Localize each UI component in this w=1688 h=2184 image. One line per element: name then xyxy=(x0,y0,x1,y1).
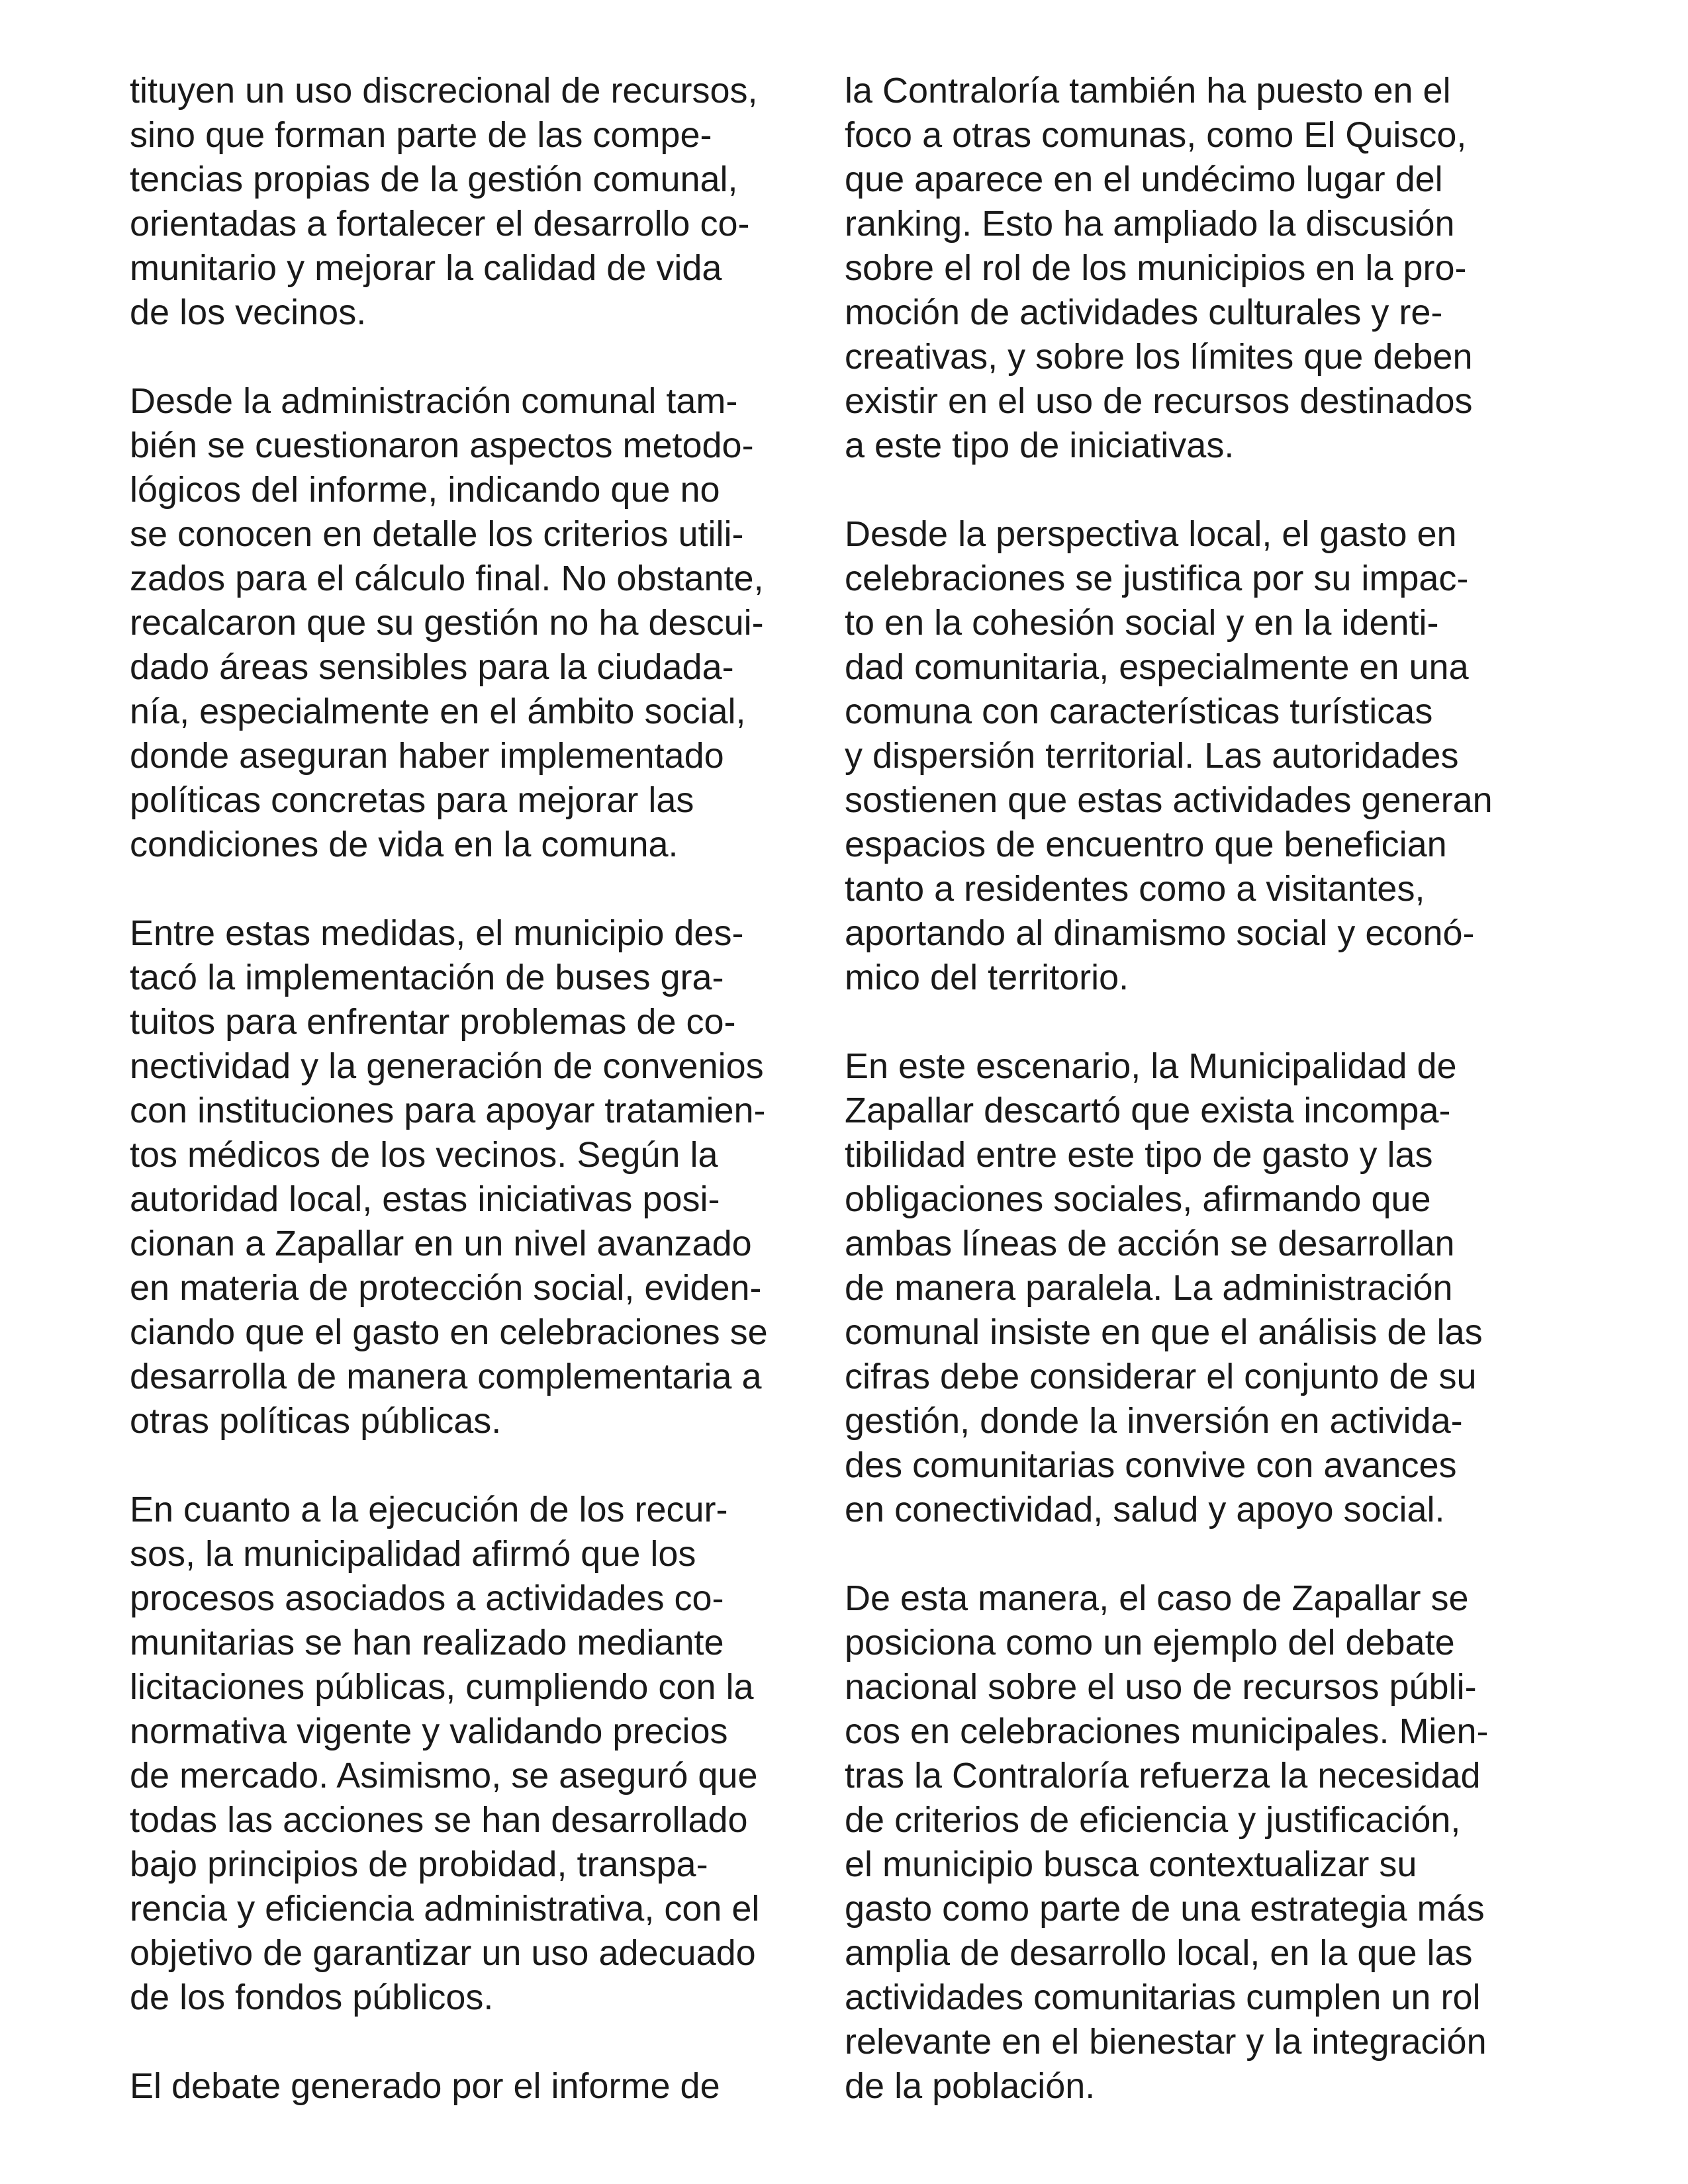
paragraph: En cuanto a la ejecución de los recur- sos, la municipalidad afirmó que los procesos asociados a actividades co- munitarias se han realizado mediante licitaciones públicas, cumpliendo con la normativa vigente y validando precios de mercado. Asimismo, se aseguró que todas las acciones se han desarrollado bajo principios de probidad, transpa- rencia y eficiencia administrativa, con el objetivo de garantizar un uso adecuado de los fondos públicos. xyxy=(130,1490,760,2017)
left-column xyxy=(130,69,831,2109)
paragraph: la Contraloría también ha puesto en el foco a otras comunas, como El Quisco, que aparece en el undécimo lugar del ranking. Esto ha ampliado la discusión sobre el rol de los municipios en la pro- moción de actividades culturales y re- creativas, y sobre los límites que deben existir en el uso de recursos destinados a este tipo de iniciativas. xyxy=(845,71,1473,465)
paragraph: De esta manera, el caso de Zapallar se posiciona como un ejemplo del debate nacional sobre el uso de recursos públi- cos en celebraciones municipales. Mien- tras la Contraloría refuerza la necesidad de criterios de eficiencia y justificación, el municipio busca contextualizar su gasto como parte de una estrategia más amplia de desarrollo local, en la que las actividades comunitarias cumplen un rol relevante en el bienestar y la integración de la población. xyxy=(845,1578,1489,2106)
paragraph: Desde la administración comunal tam- bién se cuestionaron aspectos metodo- lógicos del informe, indicando que no se conocen en detalle los criterios utili- zados para el cálculo final. No obstante, recalcaron que su gestión no ha descui- dado áreas sensibles para la ciudada- nía, especialmente en el ámbito social, donde aseguran haber implementado políticas concretas para mejorar las condiciones de vida en la comuna. xyxy=(130,381,764,864)
paragraph: Desde la perspectiva local, el gasto en celebraciones se justifica por su impac- to en la cohesión social y en la identi- dad comunitaria, especialmente en una comuna con características turísticas y dispersión territorial. Las autoridades sostienen que estas actividades generan espacios de encuentro que benefician tanto a residentes como a visitantes, aportando al dinamismo social y econó- mico del territorio. xyxy=(845,514,1493,997)
right-column xyxy=(845,69,1546,2109)
paragraph: tituyen un uso discrecional de recursos, sino que forman parte de las compe- tencias propias de la gestión comunal, orientadas a fortalecer el desarrollo co- munitario y mejorar la calidad de vida de los vecinos. xyxy=(130,71,758,332)
paragraph: El debate generado por el informe de xyxy=(130,2066,720,2106)
paragraph: En este escenario, la Municipalidad de Zapallar descartó que exista incompa- tibilidad entre este tipo de gasto y las obligaciones sociales, afirmando que ambas líneas de acción se desarrollan de manera paralela. La administración comunal insiste en que el análisis de las cifras debe considerar el conjunto de su gestión, donde la inversión en activida- des comunitarias convive con avances en conectividad, salud y apoyo social. xyxy=(845,1046,1483,1529)
paragraph: Entre estas medidas, el municipio des- tacó la implementación de buses gra- tuitos para enfrentar problemas de co- nectividad y la generación de convenios con instituciones para apoyar tratamien- tos médicos de los vecinos. Según la autoridad local, estas iniciativas posi- cionan a Zapallar en un nivel avanzado en materia de protección social, eviden- ciando que el gasto en celebraciones se desarrolla de manera complementaria a otras políticas públicas. xyxy=(130,913,768,1441)
